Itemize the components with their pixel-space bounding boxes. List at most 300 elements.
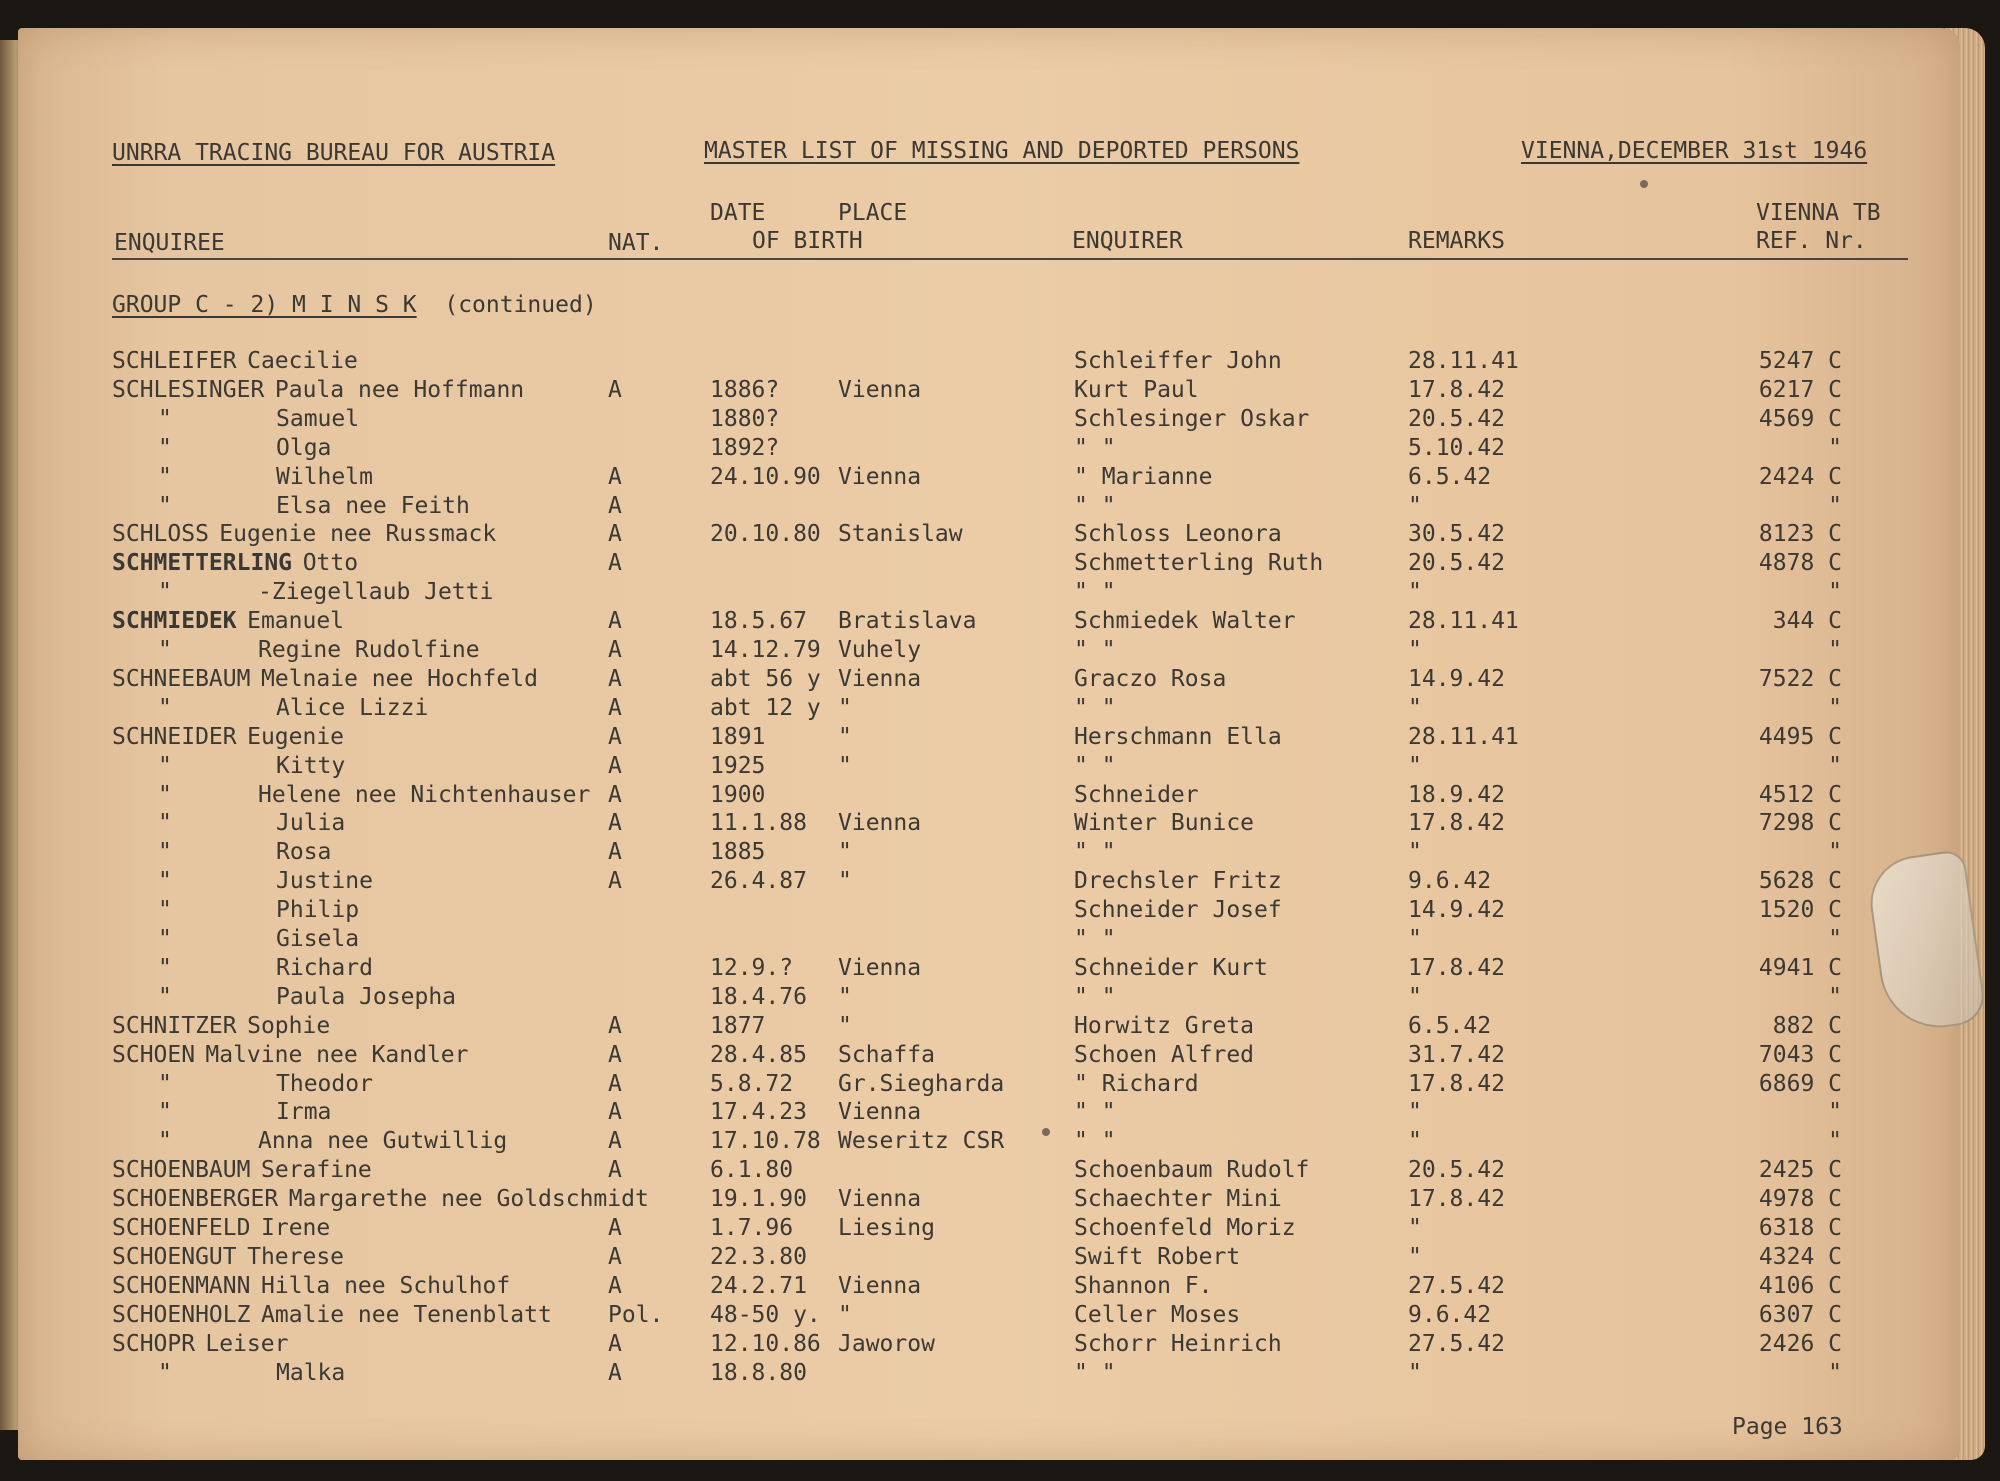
enquirer-name: " ": [1074, 637, 1116, 663]
remarks: 28.11.41: [1408, 608, 1519, 635]
enquiree-surname: ": [158, 1099, 172, 1126]
reference-number: 2426 C: [1758, 1330, 1842, 1357]
reference-number: 7043 C: [1758, 1041, 1842, 1068]
remarks: ": [1408, 752, 1422, 779]
enquirer-name: Schleiffer John: [1074, 348, 1282, 374]
reference-number: 4106 C: [1758, 1272, 1842, 1299]
column-enquirer-label: ENQUIRER: [1072, 228, 1183, 254]
birth-place: Stanislaw: [838, 521, 963, 548]
reference-number: 2425 C: [1758, 1157, 1842, 1184]
enquiree-surname: SCHOENBERGER: [112, 1186, 279, 1213]
enquirer-name: Schorr Heinrich: [1074, 1330, 1282, 1357]
group-heading: [112, 292, 597, 318]
enquirer-name: " ": [1074, 1128, 1116, 1155]
enquirer-name: Schoenfeld Moriz: [1074, 1215, 1296, 1241]
remarks: ": [1408, 983, 1422, 1010]
enquiree-given-name: Leiser: [205, 1330, 289, 1357]
birth-place: Vienna: [838, 665, 922, 692]
nationality: A: [608, 1359, 622, 1386]
table-row: [18, 753, 1918, 781]
ink-spot: [1042, 1128, 1050, 1136]
enquiree-surname: SCHNITZER: [112, 1012, 237, 1039]
table-row: [18, 926, 1918, 954]
enquirer-name: " ": [1074, 1359, 1116, 1386]
enquiree-given-name: Paula Josepha: [276, 983, 457, 1010]
enquirer-name: Drechsler Fritz: [1074, 868, 1282, 895]
birth-date: 12.10.86: [710, 1330, 821, 1357]
birth-place: Vienna: [838, 954, 922, 981]
table-row: [18, 1042, 1918, 1070]
table-row: [18, 406, 1918, 434]
enquirer-name: Schoen Alfred: [1074, 1041, 1255, 1068]
enquiree-surname: ": [158, 694, 172, 721]
header-rule: [112, 258, 1908, 260]
enquiree-given-name: Caecilie: [247, 348, 358, 374]
enquirer-name: Herschmann Ella: [1074, 723, 1282, 750]
enquiree-surname: SCHLESINGER: [112, 376, 265, 403]
enquiree-surname: SCHOENMANN: [112, 1272, 251, 1299]
reference-number: 6217 C: [1758, 376, 1842, 403]
enquirer-name: Swift Robert: [1074, 1243, 1241, 1270]
birth-place: Weseritz CSR: [838, 1128, 1005, 1155]
enquiree-given-name: Samuel: [276, 405, 360, 432]
nationality: A: [608, 1272, 622, 1299]
enquiree-surname: ": [158, 1070, 172, 1097]
birth-date: 5.8.72: [710, 1070, 794, 1097]
table-row: [18, 1186, 1918, 1214]
birth-date: abt 12 y: [710, 694, 821, 721]
enquiree-given-name: Malvine nee Kandler: [205, 1041, 469, 1068]
nationality: A: [608, 1128, 622, 1155]
reference-number: ": [1828, 434, 1842, 461]
nationality: A: [608, 492, 622, 519]
table-row: [18, 1331, 1918, 1359]
table-row: [18, 521, 1918, 549]
enquiree-surname-stamped: SCHMIEDEK: [112, 608, 237, 635]
enquiree-given-name: Anna nee Gutwillig: [258, 1128, 508, 1155]
nationality: A: [608, 1012, 622, 1039]
remarks: 17.8.42: [1408, 376, 1505, 403]
nationality: A: [608, 781, 622, 808]
remarks: 14.9.42: [1408, 665, 1505, 692]
birth-date: abt 56 y: [710, 665, 821, 692]
birth-date: 22.3.80: [710, 1243, 807, 1270]
birth-place: Vuhely: [838, 637, 922, 663]
birth-date: 1885: [710, 839, 766, 866]
remarks: ": [1408, 1243, 1422, 1270]
remarks: ": [1408, 926, 1422, 952]
remarks: 17.8.42: [1408, 810, 1505, 837]
enquiree-surname: SCHOENFELD: [112, 1215, 251, 1241]
birth-date: 26.4.87: [710, 868, 807, 895]
enquiree-given-name: Margarethe nee Goldschmidt: [288, 1186, 649, 1213]
group-heading-note: (continued): [444, 292, 597, 318]
remarks: 9.6.42: [1408, 1301, 1492, 1328]
enquiree-given-name: Helene nee Nichtenhauser: [258, 781, 591, 808]
reference-number: ": [1828, 1099, 1842, 1126]
enquiree-surname: SCHOENHOLZ: [112, 1301, 251, 1328]
birth-place: Liesing: [838, 1215, 935, 1241]
nationality: A: [608, 839, 622, 866]
table-row: [18, 782, 1918, 810]
birth-date: 11.1.88: [710, 810, 807, 837]
reference-number: 4569 C: [1758, 405, 1842, 432]
reference-number: 4512 C: [1758, 781, 1842, 808]
enquiree-surname: SCHOENBAUM: [112, 1157, 251, 1184]
birth-place: Vienna: [838, 1272, 922, 1299]
remarks: ": [1408, 1099, 1422, 1126]
enquiree-surname: ": [158, 1359, 172, 1386]
remarks: ": [1408, 637, 1422, 663]
nationality: A: [608, 810, 622, 837]
birth-date: 17.4.23: [710, 1099, 807, 1126]
enquiree-given-name: Therese: [247, 1243, 345, 1270]
enquirer-name: Schmetterling Ruth: [1074, 550, 1324, 577]
birth-date: 19.1.90: [710, 1186, 807, 1213]
table-row: [18, 637, 1918, 665]
enquirer-name: Graczo Rosa: [1074, 665, 1227, 692]
nationality: A: [608, 376, 622, 403]
table-row: [18, 868, 1918, 896]
column-vienna-tb-label: VIENNA TB: [1756, 200, 1881, 226]
table-row: [18, 955, 1918, 983]
enquiree-given-name: Rosa: [276, 839, 332, 866]
birth-date: 1892?: [710, 434, 780, 461]
remarks: ": [1408, 492, 1422, 519]
enquirer-name: Schneider Josef: [1074, 897, 1282, 924]
place-and-date: VIENNA,DECEMBER 31st 1946: [1521, 138, 1868, 164]
remarks: 5.10.42: [1408, 434, 1505, 461]
enquiree-given-name: Regine Rudolfine: [258, 637, 480, 663]
enquiree-given-name: Gisela: [276, 926, 360, 952]
reference-number: ": [1828, 1359, 1842, 1386]
enquiree-given-name: Melnaie nee Hochfeld: [261, 665, 538, 692]
reference-number: 8123 C: [1758, 521, 1842, 548]
nationality: A: [608, 1243, 622, 1270]
birth-date: 1877: [710, 1012, 766, 1039]
enquirer-name: Schmiedek Walter: [1074, 608, 1296, 635]
table-row: [18, 608, 1918, 636]
table-row: [18, 1360, 1918, 1388]
enquiree-surname: ": [158, 1128, 172, 1155]
reference-number: ": [1828, 492, 1842, 519]
birth-date: 28.4.85: [710, 1041, 807, 1068]
enquirer-name: " ": [1074, 983, 1116, 1010]
reference-number: ": [1828, 983, 1842, 1010]
nationality: A: [608, 752, 622, 779]
birth-place: Schaffa: [838, 1041, 935, 1068]
column-enquiree-label: ENQUIREE: [114, 230, 225, 256]
group-heading-label: GROUP C - 2) M I N S K: [112, 292, 417, 318]
enquiree-surname: ": [158, 926, 172, 952]
enquiree-surname: ": [158, 637, 172, 663]
enquiree-given-name: Sophie: [247, 1012, 331, 1039]
remarks: ": [1408, 1128, 1422, 1155]
reference-number: ": [1828, 637, 1842, 663]
birth-date: 18.5.67: [710, 608, 807, 635]
reference-number: 7298 C: [1758, 810, 1842, 837]
ink-spot: [1640, 180, 1648, 188]
enquiree-given-name: Kitty: [276, 752, 346, 779]
enquiree-surname: SCHLEIFER: [112, 348, 237, 374]
column-ref-nr-label: REF. Nr.: [1756, 228, 1867, 254]
reference-number: 2424 C: [1758, 463, 1842, 490]
birth-place: Vienna: [838, 1099, 922, 1126]
enquiree-given-name: Julia: [276, 810, 346, 837]
enquiree-given-name: Irma: [276, 1099, 332, 1126]
remarks: 28.11.41: [1408, 348, 1519, 374]
birth-date: 6.1.80: [710, 1157, 794, 1184]
birth-date: 18.4.76: [710, 983, 807, 1010]
table-row: [18, 1157, 1918, 1185]
enquiree-surname: ": [158, 463, 172, 490]
nationality: A: [608, 1070, 622, 1097]
table-row: [18, 839, 1918, 867]
birth-place: Vienna: [838, 810, 922, 837]
column-nat-label: NAT.: [608, 230, 664, 256]
enquiree-surname: ": [158, 810, 172, 837]
remarks: ": [1408, 1215, 1422, 1241]
reference-number: 6318 C: [1758, 1215, 1842, 1241]
table-row: [18, 724, 1918, 752]
nationality: A: [608, 550, 622, 577]
remarks: 9.6.42: [1408, 868, 1492, 895]
reference-number: 6307 C: [1758, 1301, 1842, 1328]
enquirer-name: Winter Bunice: [1074, 810, 1255, 837]
birth-date: 24.2.71: [710, 1272, 807, 1299]
table-row: [18, 1013, 1918, 1041]
enquiree-surname: ": [158, 492, 172, 519]
birth-place: ": [838, 1012, 852, 1039]
birth-date: 12.9.?: [710, 954, 794, 981]
nationality: A: [608, 637, 622, 663]
reference-number: ": [1828, 752, 1842, 779]
reference-number: 4878 C: [1758, 550, 1842, 577]
enquiree-given-name: Theodor: [276, 1070, 373, 1097]
nationality: A: [608, 723, 622, 750]
table-row: [18, 1215, 1918, 1243]
enquirer-name: " ": [1074, 492, 1116, 519]
column-date-label: DATE: [710, 200, 766, 226]
birth-date: 24.10.90: [710, 463, 821, 490]
column-of-birth-label: OF BIRTH: [752, 228, 863, 254]
remarks: ": [1408, 579, 1422, 606]
table-row: [18, 348, 1918, 376]
table-row: [18, 695, 1918, 723]
enquiree-surname-stamped: SCHMETTERLING: [112, 550, 293, 577]
reference-number: 5247 C: [1758, 348, 1842, 374]
birth-place: ": [838, 983, 852, 1010]
reference-number: 344 C: [1772, 608, 1842, 635]
enquiree-surname: SCHNEIDER: [112, 723, 237, 750]
table-row: [18, 1244, 1918, 1272]
table-row: [18, 493, 1918, 521]
enquiree-given-name: Justine: [276, 868, 373, 895]
reference-number: 7522 C: [1758, 665, 1842, 692]
reference-number: 4495 C: [1758, 723, 1842, 750]
enquiree-given-name: Amalie nee Tenenblatt: [261, 1301, 552, 1328]
remarks: 31.7.42: [1408, 1041, 1505, 1068]
reference-number: 4941 C: [1758, 954, 1842, 981]
table-row: [18, 1273, 1918, 1301]
birth-date: 14.12.79: [710, 637, 821, 663]
birth-place: ": [838, 839, 852, 866]
enquiree-given-name: Eugenie: [247, 723, 345, 750]
remarks: 28.11.41: [1408, 723, 1519, 750]
enquiree-surname: ": [158, 579, 172, 606]
nationality: A: [608, 694, 622, 721]
reference-number: 1520 C: [1758, 897, 1842, 924]
enquiree-surname: ": [158, 983, 172, 1010]
remarks: 30.5.42: [1408, 521, 1505, 548]
remarks: 6.5.42: [1408, 1012, 1492, 1039]
nationality: A: [608, 1041, 622, 1068]
remarks: 17.8.42: [1408, 954, 1505, 981]
enquirer-name: " ": [1074, 1099, 1116, 1126]
enquiree-given-name: Alice Lizzi: [276, 694, 429, 721]
enquiree-given-name: Malka: [276, 1359, 346, 1386]
remarks: ": [1408, 1359, 1422, 1386]
reference-number: ": [1828, 1128, 1842, 1155]
remarks: 17.8.42: [1408, 1186, 1505, 1213]
remarks: 6.5.42: [1408, 463, 1492, 490]
table-row: [18, 464, 1918, 492]
table-row: [18, 377, 1918, 405]
enquiree-surname: ": [158, 897, 172, 924]
birth-date: 48-50 y.: [710, 1301, 821, 1328]
enquiree-surname: ": [158, 752, 172, 779]
enquiree-surname: ": [158, 781, 172, 808]
table-row: [18, 579, 1918, 607]
table-row: [18, 1099, 1918, 1127]
reference-number: ": [1828, 694, 1842, 721]
ledger-page: [18, 28, 1960, 1460]
birth-date: 1900: [710, 781, 766, 808]
enquiree-surname: ": [158, 434, 172, 461]
enquiree-surname: ": [158, 839, 172, 866]
enquirer-name: Schlesinger Oskar: [1074, 405, 1310, 432]
organization-title: UNRRA TRACING BUREAU FOR AUSTRIA: [112, 140, 556, 166]
nationality: A: [608, 1157, 622, 1184]
birth-date: 1880?: [710, 405, 780, 432]
nationality: A: [608, 463, 622, 490]
birth-place: ": [838, 752, 852, 779]
enquiree-given-name: Olga: [276, 434, 332, 461]
enquirer-name: Schneider: [1074, 781, 1199, 808]
birth-date: 18.8.80: [710, 1359, 807, 1386]
enquirer-name: Schoenbaum Rudolf: [1074, 1157, 1310, 1184]
enquiree-given-name: Paula nee Hoffmann: [274, 376, 525, 403]
enquirer-name: Schaechter Mini: [1074, 1186, 1282, 1213]
enquiree-given-name: Serafine: [261, 1157, 372, 1184]
remarks: 20.5.42: [1408, 550, 1505, 577]
nationality: A: [608, 1215, 622, 1241]
table-row: [18, 666, 1918, 694]
remarks: 17.8.42: [1408, 1070, 1505, 1097]
enquirer-name: Shannon F.: [1074, 1272, 1213, 1299]
column-place-label: PLACE: [838, 200, 908, 226]
enquiree-surname: SCHOEN: [112, 1041, 196, 1068]
reference-number: 5628 C: [1758, 868, 1842, 895]
enquiree-given-name: Wilhelm: [276, 463, 373, 490]
column-remarks-label: REMARKS: [1408, 228, 1505, 254]
nationality: Pol.: [608, 1301, 664, 1328]
enquiree-surname: SCHOENGUT: [112, 1243, 237, 1270]
nationality: A: [608, 868, 622, 895]
reference-number: ": [1828, 579, 1842, 606]
reference-number: 882 C: [1772, 1012, 1842, 1039]
nationality: A: [608, 1099, 622, 1126]
enquiree-given-name: Irene: [261, 1215, 331, 1241]
birth-date: 1886?: [710, 376, 780, 403]
enquirer-name: " ": [1074, 752, 1116, 779]
reference-number: 6869 C: [1758, 1070, 1842, 1097]
enquirer-name: Schneider Kurt: [1074, 954, 1268, 981]
table-row: [18, 435, 1918, 463]
nationality: A: [608, 665, 622, 692]
page-number: Page 163: [1732, 1414, 1843, 1440]
birth-place: ": [838, 868, 852, 895]
enquirer-name: " Richard: [1074, 1070, 1199, 1097]
table-row: [18, 550, 1918, 578]
table-row: [18, 1302, 1918, 1330]
birth-place: Jaworow: [838, 1330, 935, 1357]
remarks: ": [1408, 839, 1422, 866]
enquirer-name: " Marianne: [1074, 463, 1213, 490]
remarks: 27.5.42: [1408, 1272, 1505, 1299]
enquiree-given-name: Hilla nee Schulhof: [261, 1272, 511, 1299]
enquirer-name: Kurt Paul: [1074, 376, 1199, 403]
nationality: A: [608, 608, 622, 635]
remarks: 20.5.42: [1408, 1157, 1505, 1184]
enquiree-given-name: -Ziegellaub Jetti: [258, 579, 494, 606]
remarks: 14.9.42: [1408, 897, 1505, 924]
birth-place: ": [838, 694, 852, 721]
birth-place: Bratislava: [838, 608, 977, 635]
reference-number: 4324 C: [1758, 1243, 1842, 1270]
enquiree-surname: SCHOPR: [112, 1330, 196, 1357]
reference-number: ": [1828, 926, 1842, 952]
birth-place: Vienna: [838, 463, 922, 490]
enquirer-name: " ": [1074, 579, 1116, 606]
enquiree-given-name: Elsa nee Feith: [276, 492, 470, 519]
table-row: [18, 810, 1918, 838]
reference-number: ": [1828, 839, 1842, 866]
remarks: 20.5.42: [1408, 405, 1505, 432]
enquiree-given-name: Richard: [276, 954, 373, 981]
reference-number: 4978 C: [1758, 1186, 1842, 1213]
birth-date: 1.7.96: [710, 1215, 794, 1241]
birth-place: Vienna: [838, 376, 922, 403]
nationality: A: [608, 521, 622, 548]
enquirer-name: Horwitz Greta: [1074, 1012, 1255, 1039]
birth-place: Gr.Siegharda: [838, 1070, 1005, 1097]
enquiree-surname: SCHLOSS: [112, 521, 209, 548]
enquiree-given-name: Otto: [302, 550, 359, 577]
birth-place: ": [838, 1301, 852, 1328]
remarks: 18.9.42: [1408, 781, 1505, 808]
birth-date: 1925: [710, 752, 766, 779]
enquiree-given-name: Emanuel: [247, 608, 345, 635]
list-title: MASTER LIST OF MISSING AND DEPORTED PERSONS: [704, 138, 1300, 164]
enquirer-name: " ": [1074, 434, 1116, 461]
enquirer-name: " ": [1074, 926, 1116, 952]
birth-date: 17.10.78: [710, 1128, 821, 1155]
enquiree-surname: ": [158, 405, 172, 432]
table-row: [18, 1128, 1918, 1156]
birth-date: 1891: [710, 723, 766, 750]
remarks: ": [1408, 694, 1422, 721]
